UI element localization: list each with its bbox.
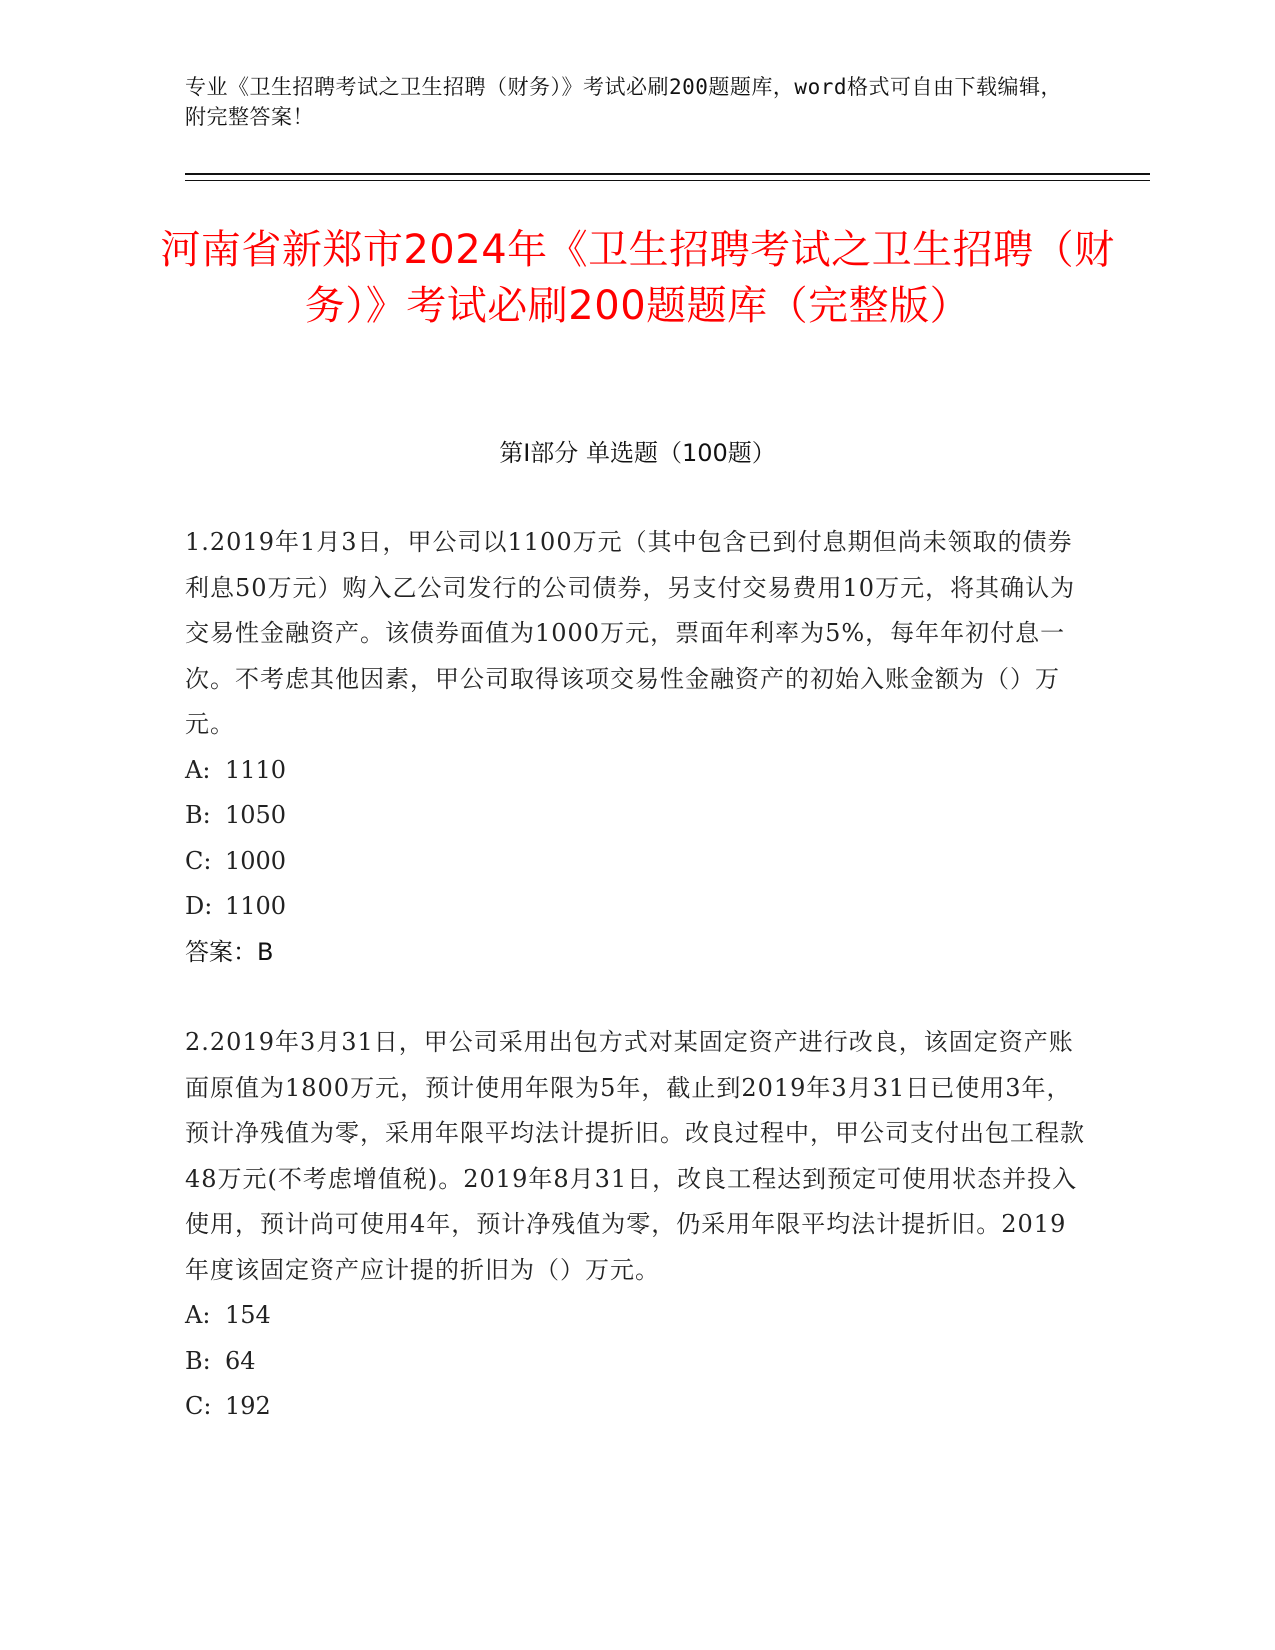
- option-text: 64: [225, 1346, 256, 1375]
- option-text: 1000: [225, 846, 287, 875]
- document-title: 河南省新郑市2024年《卫生招聘考试之卫生招聘（财务）》考试必刷200题题库（完整版）: [160, 227, 1115, 329]
- question-2: [185, 1020, 1085, 1430]
- option-text: 1100: [225, 892, 287, 920]
- option-key: C:: [185, 1392, 212, 1420]
- option-key: C:: [185, 846, 212, 875]
- option-text: 192: [225, 1392, 271, 1420]
- answer-line: 答案：B: [185, 937, 274, 966]
- option-key: D:: [185, 892, 213, 920]
- question-stem: 2.2019年3月31日，甲公司采用出包方式对某固定资产进行改良，该固定资产账面原值为1800万元，预计使用年限为5年，截止到2019年3月31日已使用3年，预计净残值为零，采用年限平均法计提折旧。改良过程中，甲公司支付出包工程款48万元(不考虑增值税)。2019年8月31日，改良工程达到预定可使用状态并投入使用，预计尚可使用4年，预计净残值为零，仍采用年限平均法计提折旧。2019年度该固定资产应计提的折旧为（）万元。: [185, 1028, 1085, 1284]
- option-c: [185, 1384, 1085, 1430]
- question-1: [185, 520, 1085, 975]
- question-list: [185, 520, 1085, 1475]
- option-a: [185, 748, 1085, 794]
- option-key: A:: [185, 755, 211, 784]
- option-text: 154: [225, 1301, 271, 1329]
- option-text: 1110: [225, 755, 287, 784]
- header-divider-thin: [185, 180, 1150, 181]
- section-title: 第I部分 单选题（100题）: [499, 439, 776, 467]
- header-divider-thick: [185, 173, 1150, 175]
- option-key: B:: [185, 801, 211, 829]
- option-b: [185, 793, 1085, 839]
- option-key: A:: [185, 1301, 211, 1329]
- option-b: [185, 1339, 1085, 1385]
- option-text: 1050: [225, 801, 287, 829]
- option-c: [185, 839, 1085, 885]
- option-a: [185, 1293, 1085, 1339]
- header-note: 专业《卫生招聘考试之卫生招聘（财务）》考试必刷200题题库，word格式可自由下载编辑，附完整答案！: [185, 75, 1062, 129]
- question-stem: 1.2019年1月3日，甲公司以1100万元（其中包含已到付息期但尚未领取的债券利息50万元）购入乙公司发行的公司债券，另支付交易费用10万元，将其确认为交易性金融资产。该债券面值为1000万元，票面年利率为5%，每年年初付息一次。不考虑其他因素，甲公司取得该项交易性金融资产的初始入账金额为（）万元。: [185, 528, 1076, 738]
- option-key: B:: [185, 1346, 211, 1375]
- option-d: [185, 884, 1085, 930]
